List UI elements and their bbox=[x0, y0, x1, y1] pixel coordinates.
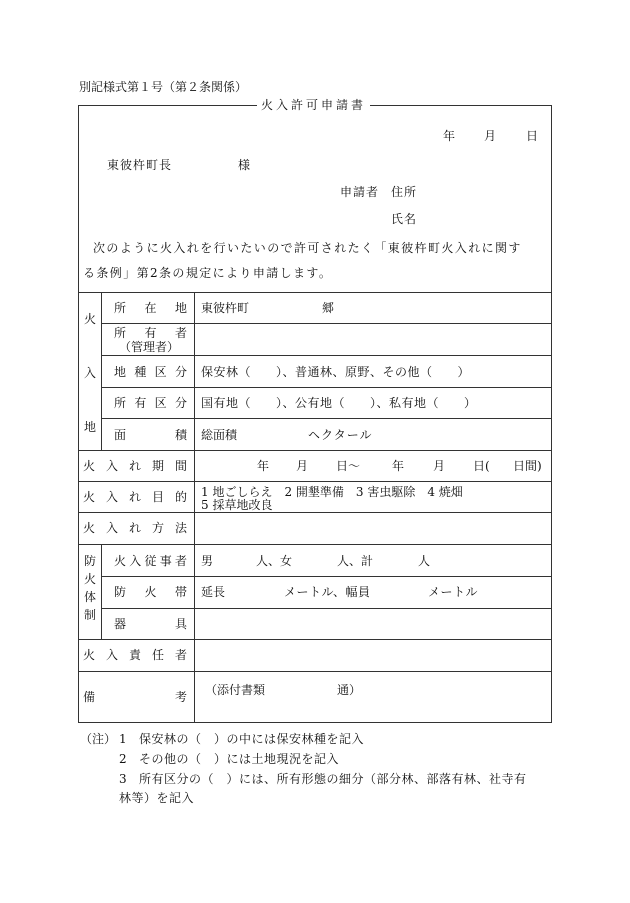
address-label: 住所 bbox=[391, 185, 418, 199]
method-label: 火 入 れ 方 法 bbox=[83, 521, 187, 535]
workers-female: 人、女 bbox=[256, 554, 293, 568]
row-line bbox=[101, 355, 552, 356]
land-category-value: 保安林（ ）、普通林、原野、その他（ ） bbox=[201, 365, 471, 379]
period-month: 月 bbox=[296, 459, 309, 473]
row-line bbox=[101, 608, 552, 609]
row-line bbox=[101, 387, 552, 388]
period-day-to: 日～ bbox=[336, 459, 361, 473]
area-prefix: 総面積 bbox=[201, 428, 238, 442]
workers-male: 男 bbox=[201, 554, 214, 568]
firebreak-label: 防 火 帯 bbox=[114, 585, 187, 599]
area-unit: ヘクタール bbox=[308, 428, 373, 442]
form-number: 別記様式第１号（第２条関係） bbox=[79, 80, 248, 94]
remarks-label: 備 考 bbox=[83, 690, 187, 704]
owner-label: 所 有 者 bbox=[114, 326, 187, 340]
ownership-label: 所 有 区 分 bbox=[114, 396, 187, 410]
workers-total: 人、計 bbox=[337, 554, 374, 568]
remarks-suffix: 通） bbox=[337, 683, 362, 697]
note-1-text: 保安林の（ ）の中には保安林種を記入 bbox=[139, 732, 365, 746]
period-year2: 年 bbox=[392, 459, 405, 473]
date-day: 日 bbox=[526, 129, 539, 143]
period-label: 火 入 れ 期 間 bbox=[83, 459, 187, 473]
note-3-continuation: 林等）を記入 bbox=[119, 791, 195, 805]
row-line bbox=[101, 418, 552, 419]
row-line bbox=[78, 512, 552, 513]
note-1-num: 1 bbox=[119, 732, 127, 746]
date-year: 年 bbox=[443, 129, 456, 143]
location-label: 所 在 地 bbox=[114, 301, 187, 315]
firebreak-length: 延長 bbox=[201, 585, 226, 599]
row-line bbox=[78, 481, 552, 482]
period-day-end: 日( bbox=[473, 459, 490, 473]
row-line bbox=[101, 576, 552, 577]
application-form-frame bbox=[78, 105, 552, 723]
ownership-value: 国有地（ ）、公有地（ ）、私有地（ ） bbox=[201, 396, 477, 410]
row-line bbox=[101, 323, 552, 324]
firebreak-width: メートル、幅員 bbox=[284, 585, 371, 599]
firebreak-meters: メートル bbox=[428, 585, 479, 599]
row-line bbox=[78, 671, 552, 672]
addressee-name: 東彼杵町長 bbox=[107, 158, 173, 172]
purpose-label: 火 入 れ 目 的 bbox=[83, 490, 187, 504]
date-month: 月 bbox=[484, 129, 497, 143]
group-divider-land bbox=[101, 292, 102, 450]
note-2-text: その他の（ ）には土地現況を記入 bbox=[139, 752, 340, 766]
addressee-honorific: 様 bbox=[238, 158, 251, 172]
form-title: 火入許可申請書 bbox=[257, 98, 370, 112]
group-label-fire-prevention: 防 火 体 制 bbox=[83, 554, 96, 622]
note-3-num: 3 bbox=[119, 772, 127, 786]
note-3-text: 所有区分の（ ）には、所有形態の細分（部分林、部落有林、社寺有 bbox=[139, 772, 527, 786]
remarks-prefix: （添付書類 bbox=[205, 683, 266, 697]
group-label-land: 火 入 地 bbox=[83, 312, 96, 434]
period-days: 日間) bbox=[513, 459, 542, 473]
purpose-line2: 5 採草地改良 bbox=[201, 498, 273, 512]
equipment-label: 器 具 bbox=[114, 617, 187, 631]
responsible-label: 火 入 責 任 者 bbox=[83, 648, 187, 662]
location-town: 東彼杵町 bbox=[201, 301, 250, 315]
location-district: 郷 bbox=[322, 301, 335, 315]
request-text-line1: 次のように火入れを行いたいので許可されたく「東彼杵町火入れに関す bbox=[93, 241, 522, 255]
row-line bbox=[78, 639, 552, 640]
table-top-line bbox=[78, 292, 552, 293]
area-label: 面 積 bbox=[114, 428, 187, 442]
request-text-line2: る条例」第2条の規定により申請します。 bbox=[83, 266, 333, 280]
land-category-label: 地 種 区 分 bbox=[114, 365, 187, 379]
period-month2: 月 bbox=[433, 459, 446, 473]
row-line bbox=[78, 450, 552, 451]
period-year: 年 bbox=[257, 459, 270, 473]
workers-total-unit: 人 bbox=[418, 554, 431, 568]
row-line bbox=[78, 544, 552, 545]
workers-label: 火 入 従 事 者 bbox=[114, 554, 187, 568]
note-2-num: 2 bbox=[119, 752, 127, 766]
group-divider-fire bbox=[101, 544, 102, 639]
owner-sub-label: （管理者） bbox=[119, 340, 180, 354]
name-label: 氏名 bbox=[391, 212, 418, 226]
purpose-line1: 1 地ごしらえ 2 開墾準備 3 害虫駆除 4 焼畑 bbox=[201, 485, 463, 499]
applicant-label: 申請者 bbox=[340, 185, 380, 199]
notes-prefix: （注） bbox=[80, 732, 117, 746]
label-value-divider bbox=[194, 292, 195, 723]
